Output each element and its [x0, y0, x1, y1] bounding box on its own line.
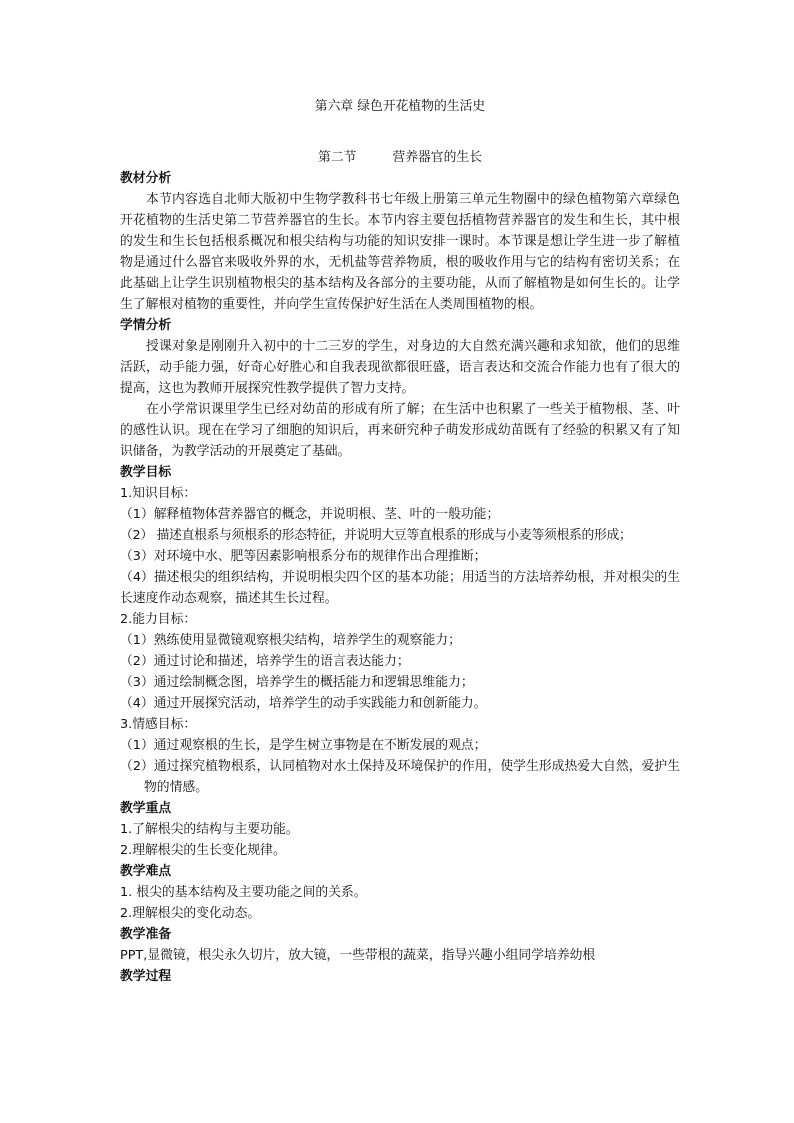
- knowledge-item: （4）描述根尖的组织结构，并说明根尖四个区的基本功能；用适当的方法培养幼根，并对根尖的生长速度作动态观察，描述其生长过程。: [120, 570, 680, 606]
- chapter-title: 第六章 绿色开花植物的生活史: [314, 99, 486, 114]
- students-heading: 学情分析: [120, 318, 172, 333]
- preparation-heading: 教学准备: [120, 927, 172, 942]
- knowledge-label: 1.知识目标：: [120, 486, 197, 501]
- ability-item: （1）熟练使用显微镜观察根尖结构，培养学生的观察能力；: [120, 633, 461, 648]
- document-body: [120, 96, 680, 987]
- process-heading: 教学过程: [120, 969, 172, 984]
- key-point-item: 2.理解根尖的生长变化规律。: [120, 843, 286, 858]
- key-point-item: 1.了解根尖的结构与主要功能。: [120, 822, 299, 837]
- students-para-2: 在小学常识课里学生已经对幼苗的形成有所了解；在生活中也积累了一些关于植物根、茎、叶的感性认识。现在在学习了细胞的知识后，再来研究种子萌发形成幼苗既有了经验的积累又有了知识储备，为教学活动的开展奠定了基础。: [120, 402, 680, 459]
- difficulty-item: 2.理解根尖的变化动态。: [120, 906, 261, 921]
- ability-item: （3）通过绘制概念图，培养学生的概括能力和逻辑思维能力；: [120, 675, 474, 690]
- ability-item: （4）通过开展探究活动，培养学生的动手实践能力和创新能力。: [120, 696, 487, 711]
- objectives-heading: 教学目标: [120, 465, 172, 480]
- difficulty-item: 1. 根尖的基本结构及主要功能之间的关系。: [120, 885, 367, 900]
- emotion-label: 3.情感目标：: [120, 717, 197, 732]
- knowledge-item: （1）解释植物体营养器官的概念，并说明根、茎、叶的一般功能；: [120, 507, 500, 522]
- ability-label: 2.能力目标：: [120, 612, 197, 627]
- ability-item: （2）通过讨论和描述，培养学生的语言表达能力；: [120, 654, 410, 669]
- preparation-text: PPT,显微镜，根尖永久切片，放大镜，一些带根的蔬菜，指导兴趣小组同学培养幼根: [120, 948, 596, 963]
- materials-heading: 教材分析: [120, 171, 172, 186]
- section-title: [120, 147, 680, 168]
- emotion-item: （2）通过探究植物根系，认同植物对水土保持及环境保护的作用，使学生形成热爱大自然，爱护生物的情感。: [120, 759, 680, 795]
- knowledge-item: （2） 描述直根系与须根系的形态特征，并说明大豆等直根系的形成与小麦等须根系的形成；: [120, 528, 632, 543]
- students-para-1: 授课对象是刚刚升入初中的十二三岁的学生，对身边的大自然充满兴趣和求知欲，他们的思维活跃，动手能力强，好奇心好胜心和自我表现欲都很旺盛，语言表达和交流合作能力也有了很大的提高，这也为教师开展探究性教学提供了智力支持。: [120, 339, 680, 396]
- section-name: 营养器官的生长: [392, 150, 482, 165]
- knowledge-item: （3）对环境中水、肥等因素影响根系分布的规律作出合理推断；: [120, 549, 487, 564]
- section-number: 第二节: [318, 150, 357, 165]
- emotion-item: （1）通过观察根的生长，是学生树立事物是在不断发展的观点；: [120, 738, 487, 753]
- difficulties-heading: 教学难点: [120, 864, 172, 879]
- materials-text: 本节内容选自北师大版初中生物学教科书七年级上册第三单元生物圈中的绿色植物第六章绿色开花植物的生活史第二节营养器官的生长。本节内容主要包括植物营养器官的发生和生长，其中根的发生和生长包括根系概况和根尖结构与功能的知识安排一课时。本节课是想让学生进一步了解植物是通过什么器官来吸收外界的水，无机盐等营养物质，根的吸收作用与它的结构有密切关系；在此基础上让学生识别植物根尖的基本结构及各部分的主要功能，从而了解植物是如何生长的。让学生了解根对植物的重要性，并向学生宣传保护好生活在人类周围植物的根。: [120, 192, 680, 312]
- key-points-heading: 教学重点: [120, 801, 172, 816]
